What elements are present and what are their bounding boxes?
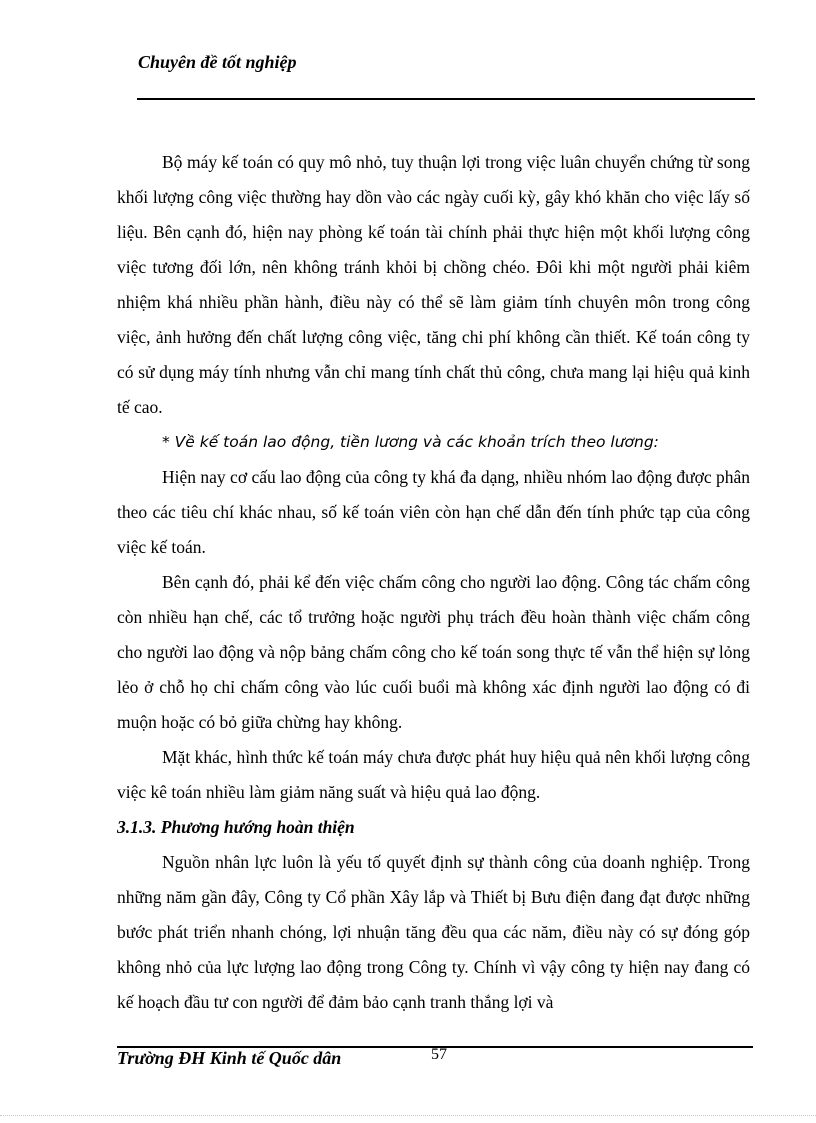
section-heading: 3.1.3. Phương hướng hoàn thiện <box>117 817 355 837</box>
subheading-labor-salary: * Về kế toán lao động, tiền lương và các khoản trích theo lương: <box>162 433 659 451</box>
paragraph-timekeeping: Bên cạnh đó, phải kể đến việc chấm công cho người lao động. Công tác chấm công còn nhiều hạn chế, các tổ trưởng hoặc người phụ trách đều hoàn thành việc chấm công cho người lao động và nộp bảng chấm công cho kế toán song thực tế vẫn thể hiện sự lỏng lẻo ở chỗ họ chỉ chấm công vào lúc cuối buổi mà không xác định người lao động có đi muộn hoặc có bỏ giữa chừng hay không. <box>117 572 750 732</box>
page-body <box>117 145 750 1020</box>
page-bottom-border <box>0 1115 816 1116</box>
header-divider <box>137 98 755 100</box>
page-number: 57 <box>431 1046 447 1063</box>
paragraph-computer-accounting: Mặt khác, hình thức kế toán máy chưa được phát huy hiệu quả nên khối lượng công việc kê toán nhiều làm giảm năng suất và hiệu quả lao động. <box>117 747 750 802</box>
paragraph-human-resources: Nguồn nhân lực luôn là yếu tố quyết định sự thành công của doanh nghiệp. Trong những năm gần đây, Công ty Cổ phần Xây lắp và Thiết bị Bưu điện đang đạt được những bước phát triển nhanh chóng, lợi nhuận tăng đều qua các năm, điều này có sự đóng góp không nhỏ của lực lượng lao động trong Công ty. Chính vì vậy công ty hiện nay đang có kế hoạch đầu tư con người để đảm bảo cạnh tranh thắng lợi và <box>117 852 750 1012</box>
paragraph-accounting-structure: Bộ máy kế toán có quy mô nhỏ, tuy thuận lợi trong việc luân chuyển chứng từ song khối lượng công việc thường hay dồn vào các ngày cuối kỳ, gây khó khăn cho việc lấy số liệu. Bên cạnh đó, hiện nay phòng kế toán tài chính phải thực hiện một khối lượng công việc tương đối lớn, nên không tránh khỏi bị chồng chéo. Đôi khi một người phải kiêm nhiệm khá nhiều phần hành, điều này có thể sẽ làm giảm tính chuyên môn trong công việc, ảnh hưởng đến chất lượng công việc, tăng chi phí không cần thiết. Kế toán công ty có sử dụng máy tính nhưng vẫn chỉ mang tính chất thủ công, chưa mang lại hiệu quả kinh tế cao. <box>117 152 750 417</box>
paragraph-labor-structure: Hiện nay cơ cấu lao động của công ty khá đa dạng, nhiều nhóm lao động được phân theo các tiêu chí khác nhau, số kế toán viên còn hạn chế dẫn đến tính phức tạp của công việc kế toán. <box>117 467 750 557</box>
header-title: Chuyên đề tốt nghiệp <box>138 52 297 72</box>
footer-school: Trường ĐH Kinh tế Quốc dân <box>117 1048 342 1068</box>
